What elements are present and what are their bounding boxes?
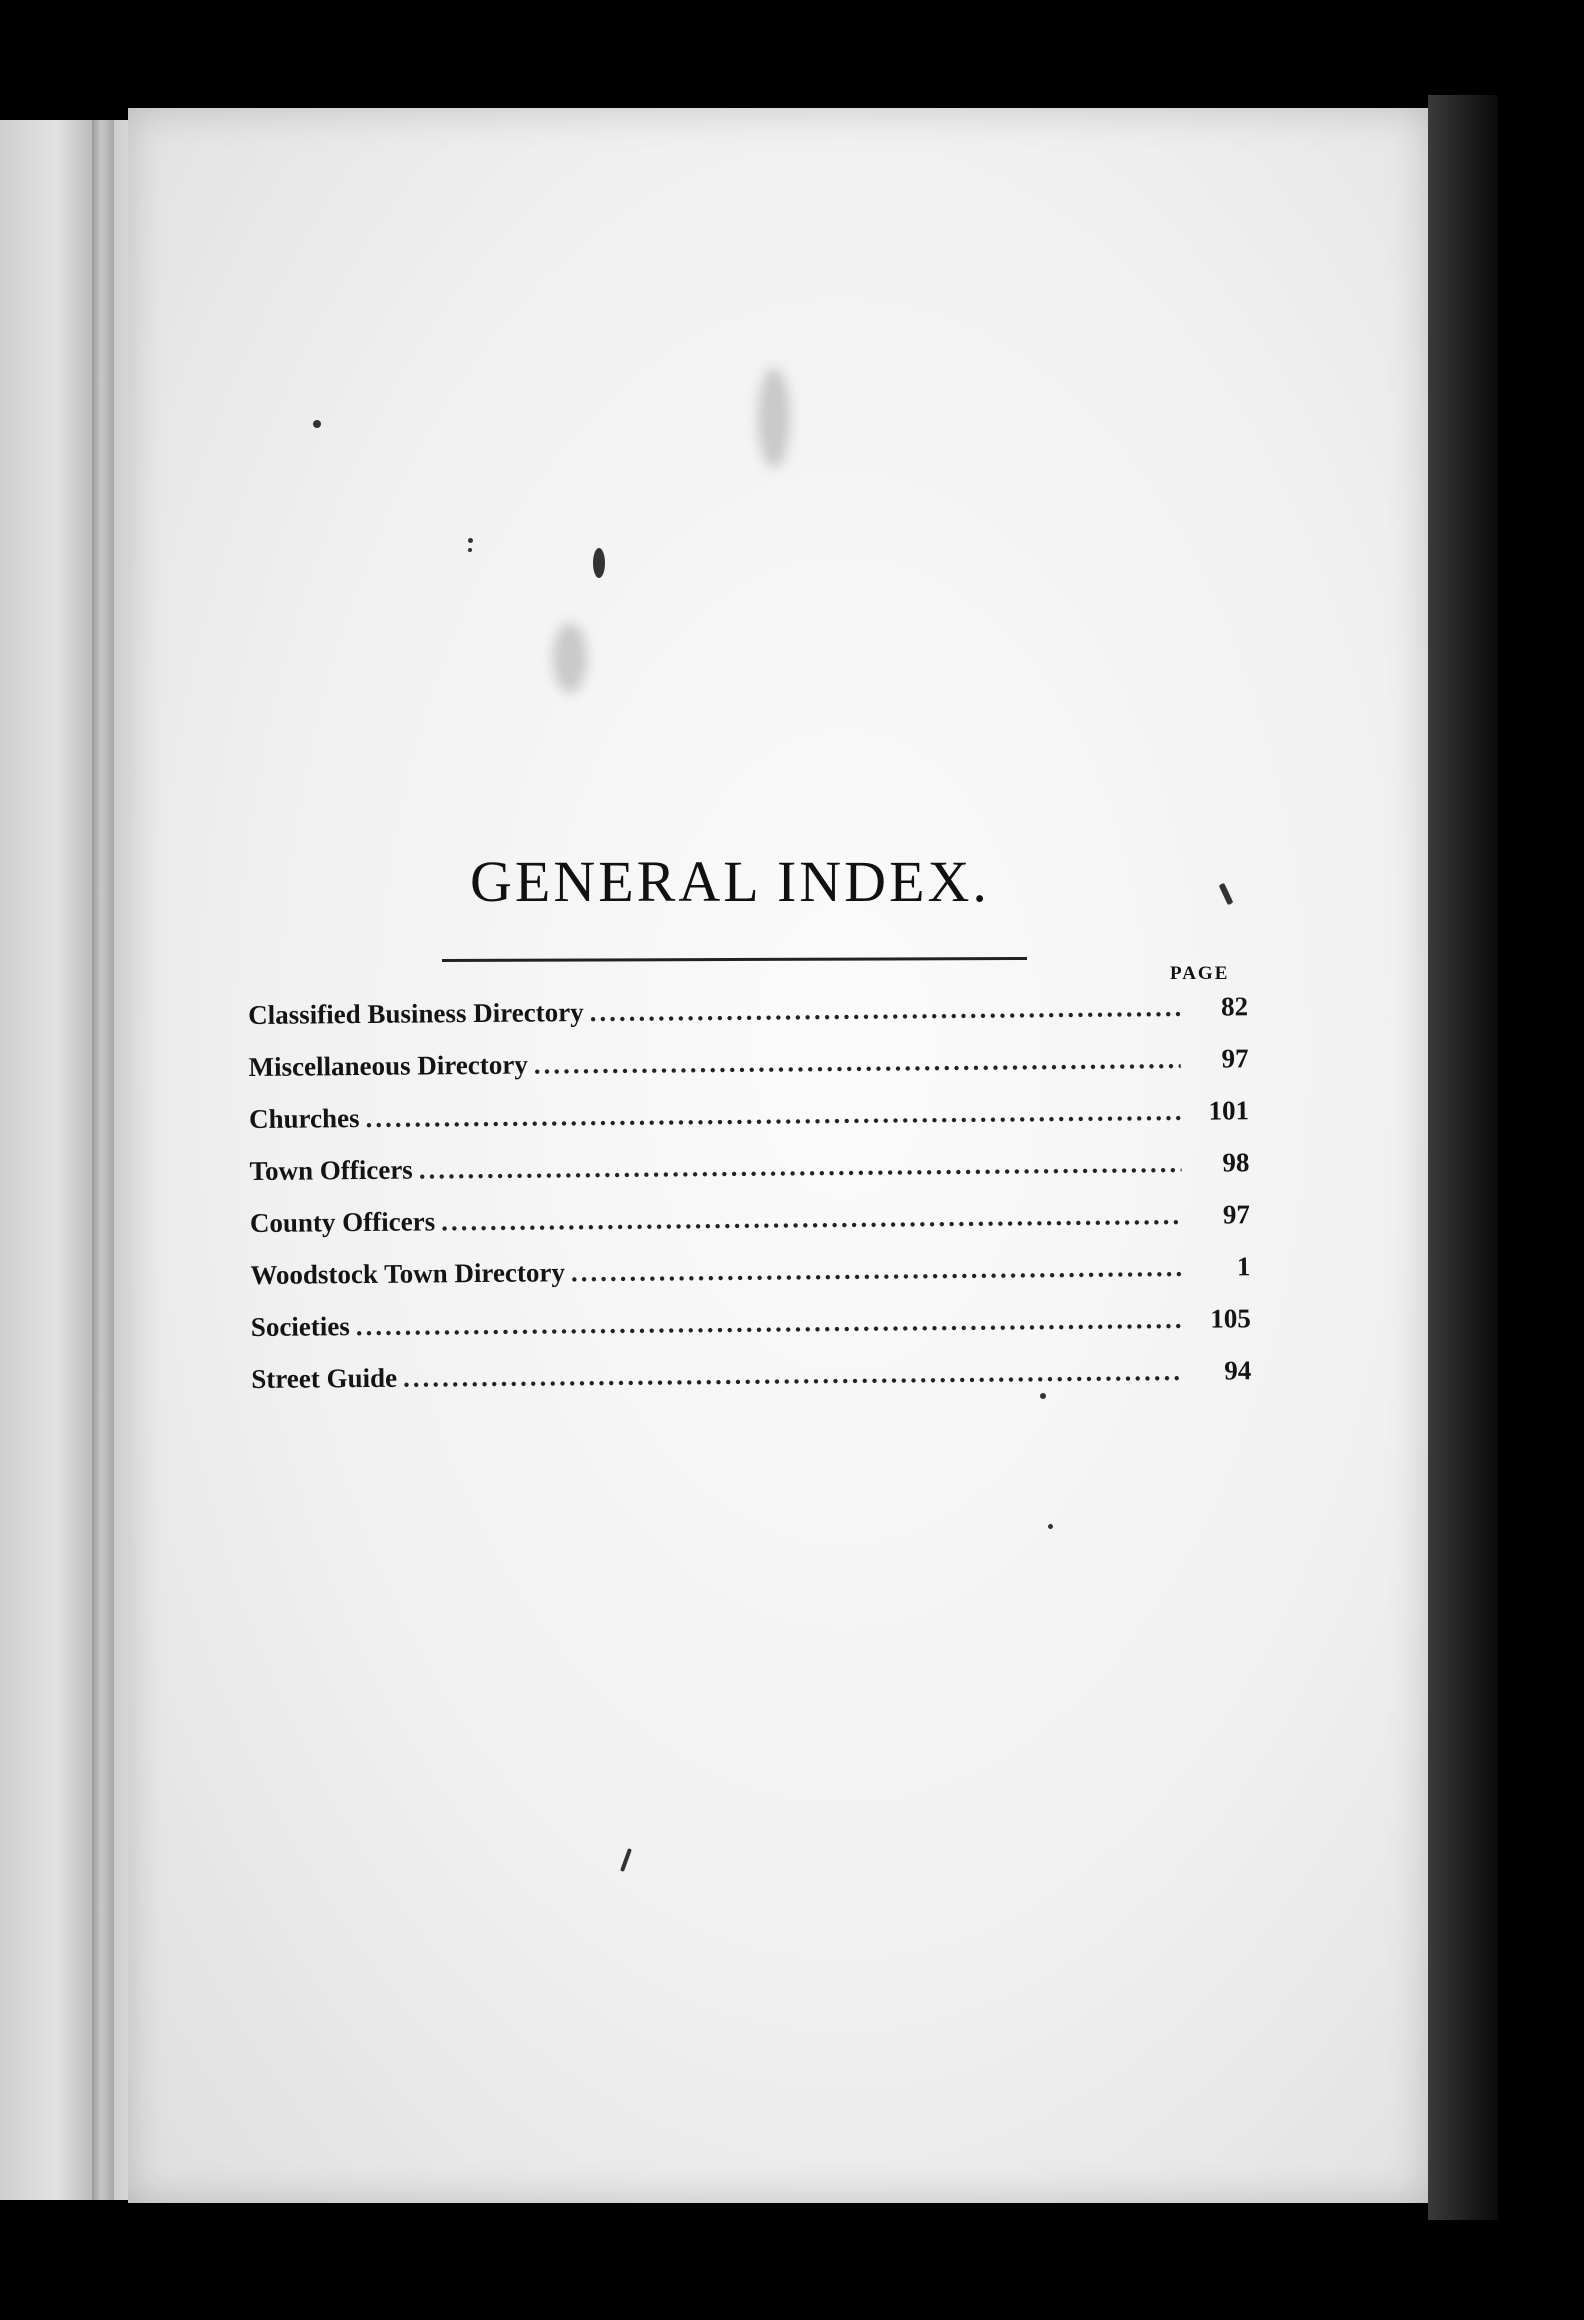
dot-leader bbox=[356, 1304, 1183, 1342]
entry-page-number: 94 bbox=[1224, 1355, 1252, 1386]
dot-leader bbox=[403, 1356, 1184, 1394]
smudge-mark bbox=[758, 368, 790, 468]
entry-label: Societies bbox=[250, 1311, 350, 1342]
dot-leader bbox=[365, 1096, 1181, 1134]
smudge-mark bbox=[553, 623, 587, 693]
index-entries bbox=[248, 991, 1252, 1416]
entry-page-number: 1 bbox=[1236, 1251, 1251, 1282]
dot-leader bbox=[441, 1200, 1182, 1237]
dot-leader bbox=[419, 1148, 1182, 1186]
ink-speck bbox=[593, 548, 605, 578]
index-entry bbox=[249, 1095, 1249, 1156]
entry-page-number: 82 bbox=[1220, 991, 1249, 1022]
entry-page-number: 97 bbox=[1221, 1043, 1249, 1074]
ink-speck bbox=[1219, 883, 1234, 905]
index-entry bbox=[251, 1303, 1251, 1364]
index-entry bbox=[248, 991, 1248, 1052]
page-title: GENERAL INDEX. bbox=[470, 849, 990, 914]
ink-speck bbox=[313, 420, 321, 428]
ink-speck bbox=[620, 1848, 632, 1872]
entry-page-number: 97 bbox=[1222, 1199, 1251, 1230]
ink-speck bbox=[468, 538, 473, 543]
entry-label: County Officers bbox=[249, 1206, 436, 1238]
entry-label: Churches bbox=[248, 1103, 360, 1134]
entry-label: Miscellaneous Directory bbox=[248, 1049, 528, 1082]
dot-leader bbox=[571, 1252, 1183, 1288]
ink-speck bbox=[468, 548, 472, 552]
index-entry bbox=[250, 1199, 1250, 1260]
index-entry bbox=[251, 1355, 1251, 1416]
index-entry bbox=[249, 1147, 1249, 1208]
page-column-header: PAGE bbox=[1170, 963, 1230, 984]
ink-speck bbox=[1048, 1524, 1053, 1529]
right-binding-edge bbox=[1428, 95, 1498, 2220]
entry-label: Woodstock Town Directory bbox=[250, 1257, 566, 1290]
dot-leader bbox=[534, 1044, 1181, 1081]
book-gutter bbox=[92, 120, 114, 2200]
entry-page-number: 98 bbox=[1222, 1147, 1250, 1178]
entry-page-number: 101 bbox=[1208, 1095, 1250, 1126]
index-entry bbox=[248, 1043, 1248, 1104]
entry-label: Street Guide bbox=[251, 1362, 398, 1394]
dot-leader bbox=[589, 992, 1180, 1028]
index-entry bbox=[250, 1251, 1250, 1312]
entry-label: Town Officers bbox=[249, 1154, 413, 1186]
entry-label: Classified Business Directory bbox=[248, 997, 584, 1030]
entry-page-number: 105 bbox=[1210, 1303, 1251, 1334]
